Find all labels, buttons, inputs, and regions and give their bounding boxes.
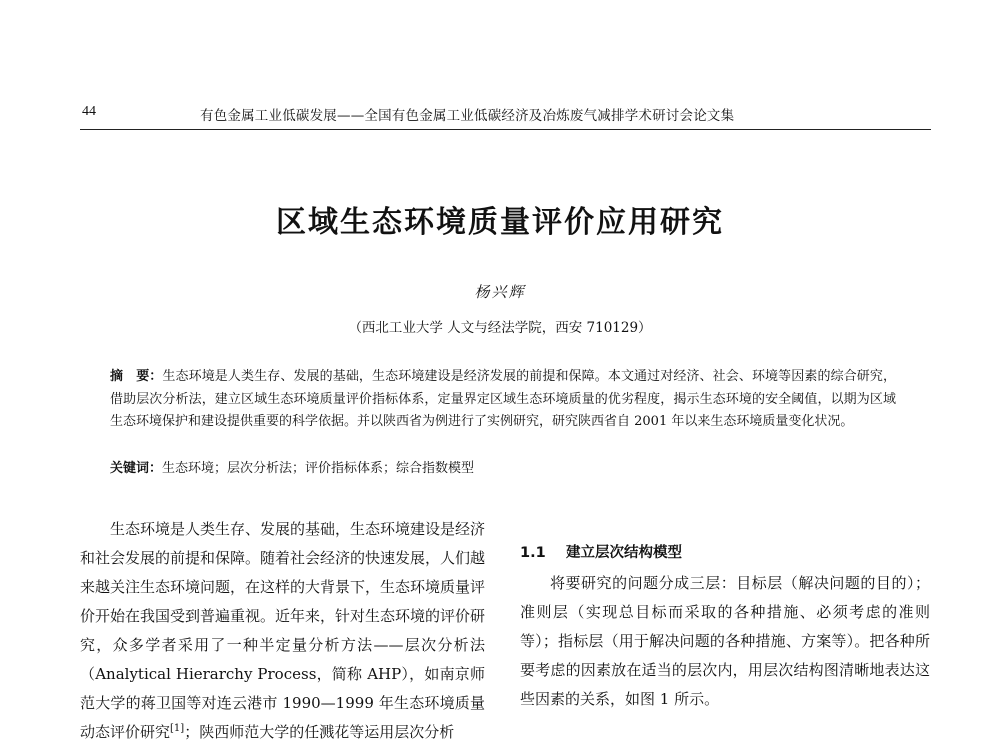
- body-right-column: [520, 541, 930, 714]
- keywords: [110, 458, 896, 480]
- page-number: 44: [82, 104, 96, 119]
- left-column-text: 生态环境是人类生存、发展的基础，生态环境建设是经济和社会发展的前提和保障。随着社会经济的快速发展，人们越来越关注生态环境问题，在这样的大背景下，生态环境质量评价开始在我国受到普遍重视。近年来，针对生态环境的评价研究，众多学者采用了一种半定量分析方法——层次分析法（Analytical Hierarchy Process，简称 AHP），如南京师范大学的蒋卫国等对连云港市 1990—1999 年生态环境质量动态评价研究: [80, 520, 486, 741]
- abstract-text: 生态环境是人类生存、发展的基础，生态环境建设是经济发展的前提和保障。本文通过对经济、社会、环境等因素的综合研究，借助层次分析法，建立区域生态环境质量评价指标体系，定量界定区域生态环境质量的优劣程度，揭示生态环境的安全阈值，以期为区域生态环境保护和建设提供重要的科学依据。并以陕西省为例进行了实例研究，研究陕西省自 2001 年以来生态环境质量变化状况。: [110, 369, 896, 429]
- section-heading: [520, 541, 930, 565]
- running-title: 有色金属工业低碳发展——全国有色金属工业低碳经济及冶炼废气减排学术研讨会论文集: [200, 108, 735, 124]
- body-left-column: [80, 515, 485, 747]
- header-rule: [80, 129, 931, 130]
- section-title: 建立层次结构模型: [566, 545, 682, 561]
- article-author: 杨兴辉: [474, 283, 526, 301]
- keywords-text: 生态环境；层次分析法；评价指标体系；综合指数模型: [162, 461, 475, 476]
- citation-reference: [1]: [170, 723, 185, 734]
- keywords-label: 关键词：: [110, 461, 163, 476]
- abstract-label: 摘 要：: [110, 369, 163, 384]
- left-column-tail: ；陕西师范大学的任溅花等运用层次分析: [184, 723, 455, 741]
- running-header: [80, 104, 930, 126]
- article-affiliation: （西北工业大学 人文与经法学院，西安 710129）: [348, 320, 652, 336]
- right-column-text: 将要研究的问题分成三层：目标层（解决问题的目的）；准则层（实现总目标而采取的各种措施、必须考虑的准则等）；指标层（用于解决问题的各种措施、方案等）。把各种所要考虑的因素放在适当的层次内，用层次结构图清晰地表达这些因素的关系，如图 1 所示。: [520, 574, 930, 708]
- abstract: [110, 366, 896, 434]
- section-number: 1.1: [520, 545, 546, 561]
- article-title: 区域生态环境质量评价应用研究: [276, 205, 724, 240]
